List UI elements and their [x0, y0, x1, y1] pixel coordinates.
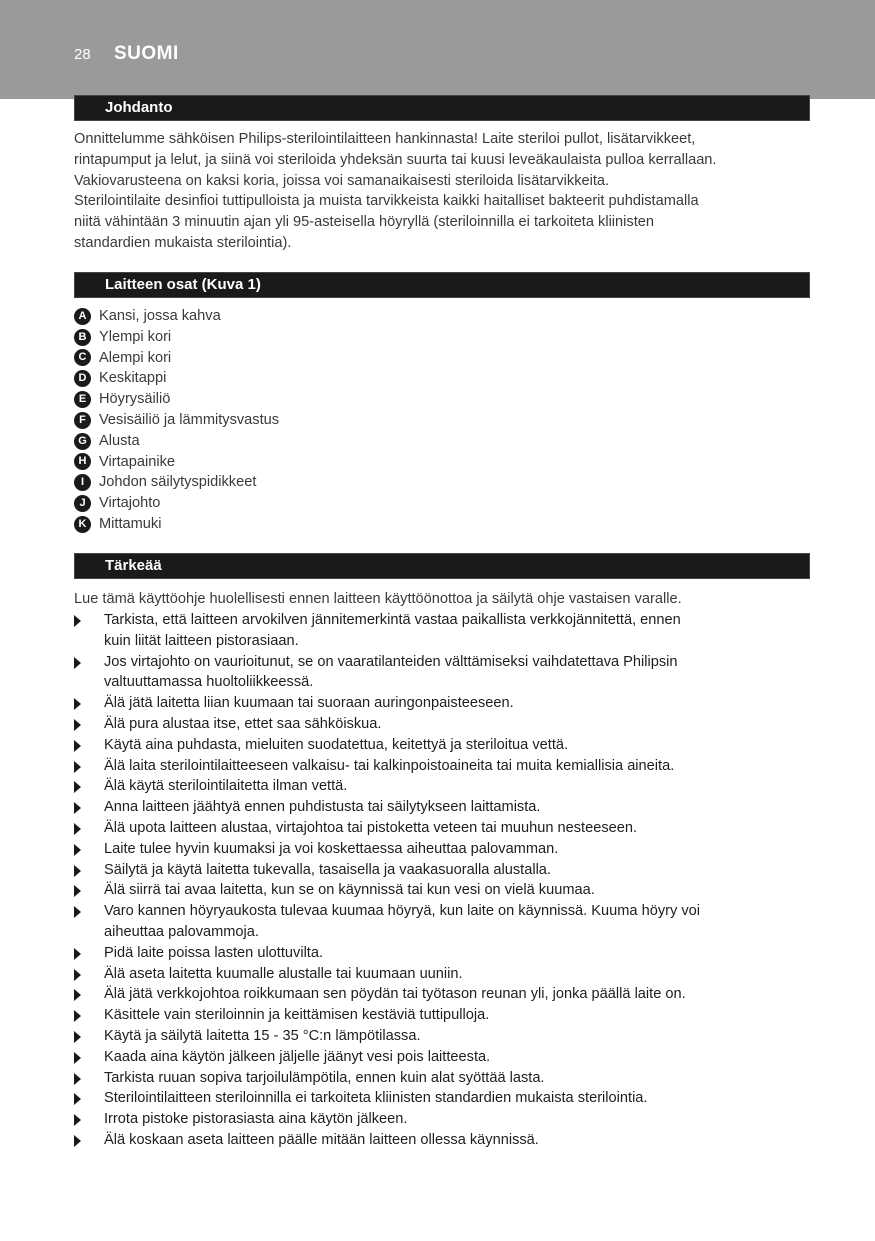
warning-item — [74, 1068, 814, 1089]
intro-line: rintapumput ja lelut, ja siinä voi steriloida yhdeksän suurta tai kuusi leveäkaulaista pulloa kerrallaan. — [74, 151, 717, 168]
part-item — [74, 306, 574, 327]
part-letter-badge: I — [74, 474, 91, 491]
bullet-arrow-icon — [74, 885, 81, 897]
warning-item — [74, 943, 814, 964]
intro-line: Onnittelumme sähköisen Philips-sterilointilaitteen hankinnasta! Laite steriloi pullot, lisätarvikkeet, — [74, 131, 696, 147]
warning-text: Käytä aina puhdasta, mieluiten suodatettua, keitettyä ja steriloitua vettä. — [104, 736, 569, 753]
bullet-arrow-icon — [74, 823, 81, 835]
part-item — [74, 472, 574, 493]
intro-paragraph — [74, 129, 814, 254]
warning-text: Älä jätä verkkojohtoa roikkumaan sen pöydän tai työtason reunan yli, jonka päällä laite on. — [104, 986, 686, 1003]
warning-item — [74, 693, 814, 714]
warning-item — [74, 901, 814, 943]
warning-item — [74, 880, 814, 901]
warning-text: Laite tulee hyvin kuumaksi ja voi koskettaessa aiheuttaa palovamman. — [104, 840, 559, 857]
bullet-arrow-icon — [74, 698, 81, 710]
warning-item — [74, 964, 814, 985]
bullet-arrow-icon — [74, 740, 81, 752]
bullet-arrow-icon — [74, 1073, 81, 1085]
part-item — [74, 368, 574, 389]
warning-text: aiheuttaa palovammoja. — [104, 923, 259, 940]
warning-item — [74, 984, 814, 1005]
warning-text: Säilytä ja käytä laitetta tukevalla, tasaisella ja vaakasuoralla alustalla. — [104, 861, 551, 878]
important-intro: Lue tämä käyttöohje huolellisesti ennen laitteen käyttöönottoa ja säilytä ohje vastaisen varalle. — [74, 591, 682, 607]
warning-item — [74, 652, 814, 694]
page-number: 28 — [74, 46, 91, 63]
warning-item — [74, 818, 814, 839]
part-label: Kansi, jossa kahva — [99, 308, 221, 324]
bullet-arrow-icon — [74, 1135, 81, 1147]
warning-item — [74, 797, 814, 818]
bullet-arrow-icon — [74, 1052, 81, 1064]
warning-item — [74, 756, 814, 777]
part-item — [74, 327, 574, 348]
bullet-arrow-icon — [74, 657, 81, 669]
part-letter-badge: C — [74, 349, 91, 366]
part-item — [74, 493, 574, 514]
warning-item — [74, 1047, 814, 1068]
warning-text: kuin liität laitteen pistorasiaan. — [104, 632, 299, 649]
warning-text: Irrota pistoke pistorasiasta aina käytön jälkeen. — [104, 1111, 408, 1128]
warning-text: Älä pura alustaa itse, ettet saa sähköiskua. — [104, 715, 382, 732]
bullet-arrow-icon — [74, 844, 81, 856]
warning-text: Anna laitteen jäähtyä ennen puhdistusta tai säilytykseen laittamista. — [104, 799, 541, 816]
intro-line: Sterilointilaite desinfioi tuttipulloista ja muista tarvikkeista kaikki haitalliset bakteerit puhdistamalla — [74, 193, 699, 210]
warning-text: Tarkista, että laitteen arvokilven jännitemerkintä vastaa paikallista verkkojännitettä, ennen — [104, 612, 681, 628]
bullet-arrow-icon — [74, 865, 81, 877]
part-label: Höyrysäiliö — [99, 391, 171, 408]
warning-text: Älä jätä laitetta liian kuumaan tai suoraan auringonpaisteeseen. — [104, 695, 514, 712]
part-item — [74, 389, 574, 410]
warning-item — [74, 860, 814, 881]
bullet-arrow-icon — [74, 615, 81, 627]
warning-item — [74, 839, 814, 860]
warning-item — [74, 714, 814, 735]
part-letter-badge: E — [74, 391, 91, 408]
part-item — [74, 348, 574, 369]
warning-text: Älä siirrä tai avaa laitetta, kun se on käynnissä tai kun vesi on vielä kuumaa. — [104, 882, 595, 899]
warning-text: Käsittele vain steriloinnin ja keittämisen kestäviä tuttipulloja. — [104, 1007, 490, 1024]
part-letter-badge: K — [74, 516, 91, 533]
part-item — [74, 410, 574, 431]
warning-item — [74, 1005, 814, 1026]
bullet-arrow-icon — [74, 969, 81, 981]
warning-text: Älä laita sterilointilaitteeseen valkaisu- tai kalkinpoistoaineita tai muita kemiallisia aineita. — [104, 757, 675, 774]
part-letter-badge: G — [74, 433, 91, 450]
part-item — [74, 431, 574, 452]
part-letter-badge: F — [74, 412, 91, 429]
parts-list — [74, 306, 574, 535]
bullet-arrow-icon — [74, 1114, 81, 1126]
part-label: Alempi kori — [99, 349, 172, 366]
bullet-arrow-icon — [74, 989, 81, 1001]
warning-item — [74, 1088, 814, 1109]
part-letter-badge: A — [74, 308, 91, 325]
language-title: SUOMI — [114, 43, 179, 64]
bullet-arrow-icon — [74, 761, 81, 773]
warning-text: Tarkista ruuan sopiva tarjoilulämpötila, ennen kuin alat syöttää lasta. — [104, 1069, 545, 1086]
warning-text: Älä upota laitteen alustaa, virtajohtoa tai pistoketta veteen tai muuhun nesteeseen. — [104, 819, 638, 836]
part-label: Virtajohto — [99, 495, 161, 512]
warning-text: Pidä laite poissa lasten ulottuvilta. — [104, 944, 324, 961]
page-header — [0, 0, 875, 99]
warning-item — [74, 1109, 814, 1130]
part-label: Virtapainike — [99, 453, 175, 470]
section-heading-intro: Johdanto — [74, 95, 810, 121]
warning-text: Älä koskaan aseta laitteen päälle mitään laitteen ollessa käynnissä. — [104, 1131, 539, 1148]
part-label: Alusta — [99, 432, 140, 449]
part-letter-badge: H — [74, 453, 91, 470]
bullet-arrow-icon — [74, 906, 81, 918]
intro-line: niitä vähintään 3 minuutin ajan yli 95-asteisella höyryllä (steriloinnilla ei tarkoiteta kliinisten — [74, 214, 654, 231]
bullet-arrow-icon — [74, 1031, 81, 1043]
part-label: Vesisäiliö ja lämmitysvastus — [99, 411, 280, 428]
bullet-arrow-icon — [74, 719, 81, 731]
intro-line: standardien mukaista sterilointia). — [74, 234, 292, 251]
warning-text: Älä aseta laitetta kuumalle alustalle tai kuumaan uuniin. — [104, 965, 463, 982]
warning-list — [74, 610, 814, 1151]
warning-text: Sterilointilaitteen steriloinnilla ei tarkoiteta kliinisten standardien mukaista sterilointia. — [104, 1090, 648, 1107]
part-label: Mittamuki — [99, 515, 162, 532]
part-item — [74, 514, 574, 535]
warning-item — [74, 610, 814, 652]
part-letter-badge: D — [74, 370, 91, 387]
warning-item — [74, 1130, 814, 1151]
part-letter-badge: B — [74, 329, 91, 346]
part-label: Keskitappi — [99, 370, 167, 387]
warning-text: valtuuttamassa huoltoliikkeessä. — [104, 674, 314, 691]
bullet-arrow-icon — [74, 781, 81, 793]
bullet-arrow-icon — [74, 1093, 81, 1105]
warning-text: Käytä ja säilytä laitetta 15 - 35 °C:n lämpötilassa. — [104, 1027, 421, 1044]
bullet-arrow-icon — [74, 802, 81, 814]
warning-text: Varo kannen höyryaukosta tulevaa kuumaa höyryä, kun laite on käynnissä. Kuuma höyry voi — [104, 903, 700, 920]
warning-item — [74, 1026, 814, 1047]
warning-text: Kaada aina käytön jälkeen jäljelle jäänyt vesi pois laitteesta. — [104, 1048, 491, 1065]
part-letter-badge: J — [74, 495, 91, 512]
part-item — [74, 452, 574, 473]
bullet-arrow-icon — [74, 948, 81, 960]
part-label: Johdon säilytyspidikkeet — [99, 474, 257, 491]
section-heading-parts: Laitteen osat (Kuva 1) — [74, 272, 810, 298]
warning-item — [74, 735, 814, 756]
intro-line: Vakiovarusteena on kaksi koria, joissa voi samanaikaisesti steriloida lisätarvikkeita. — [74, 172, 610, 189]
warning-text: Jos virtajohto on vaurioitunut, se on vaaratilanteiden välttämiseksi vaihdatettava Philipsin — [104, 653, 678, 670]
warning-item — [74, 776, 814, 797]
bullet-arrow-icon — [74, 1010, 81, 1022]
section-heading-important: Tärkeää — [74, 553, 810, 579]
warning-text: Älä käytä sterilointilaitetta ilman vettä. — [104, 778, 348, 795]
part-label: Ylempi kori — [99, 328, 172, 345]
